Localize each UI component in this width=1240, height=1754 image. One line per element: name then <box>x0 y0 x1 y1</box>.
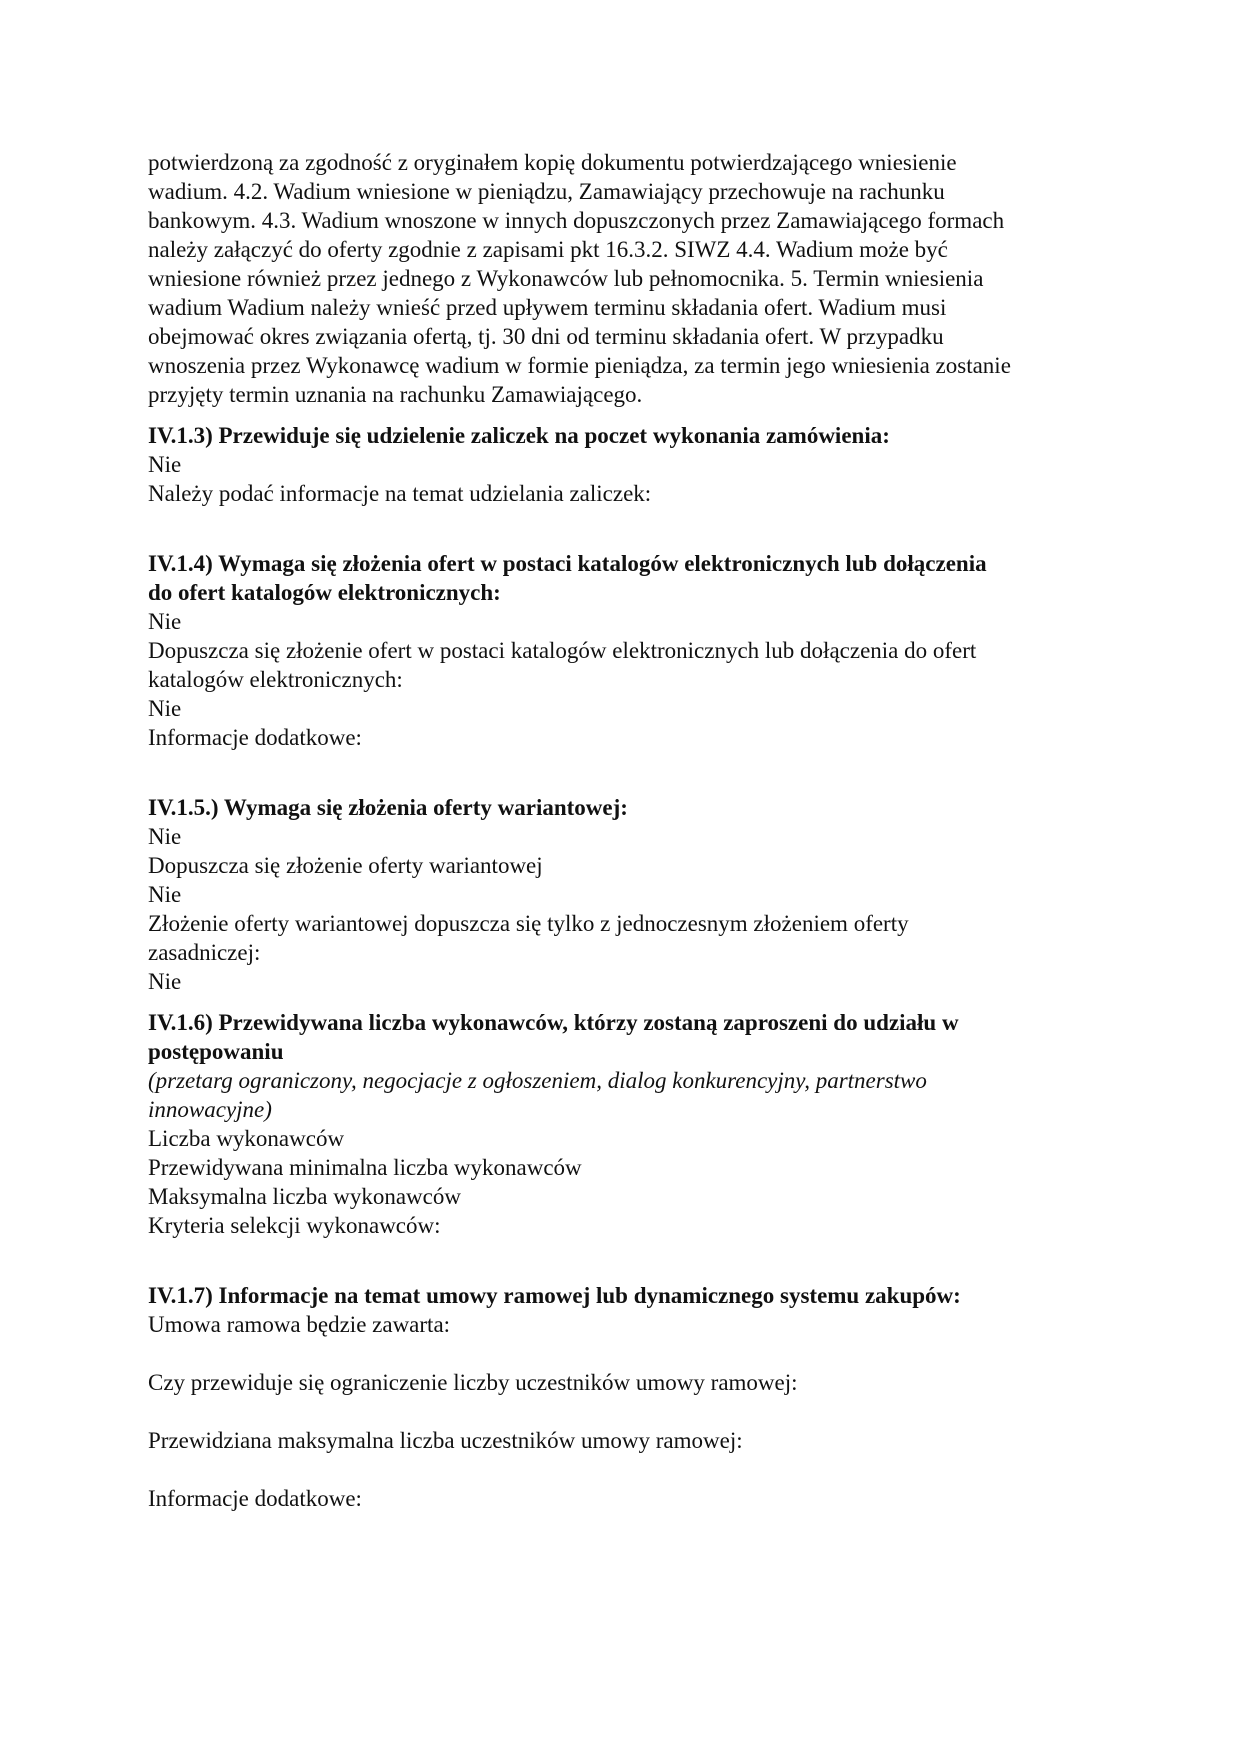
field-label: Należy podać informacje na temat udzielania zaliczek: <box>148 481 652 506</box>
field-label: Kryteria selekcji wykonawców: <box>148 1213 441 1238</box>
section-iv-1-6 <box>148 1008 1108 1240</box>
intro-line: należy załączyć do oferty zgodnie z zapisami pkt 16.3.2. SIWZ 4.4. Wadium może być <box>148 237 948 262</box>
field-label: katalogów elektronicznych: <box>148 667 403 692</box>
answer-value: Nie <box>148 824 182 849</box>
section-heading: IV.1.5.) Wymaga się złożenia oferty wariantowej: <box>148 795 628 820</box>
section-heading: IV.1.7) Informacje na temat umowy ramowej lub dynamicznego systemu zakupów: <box>148 1283 961 1308</box>
intro-line: wadium Wadium należy wnieść przed upływem terminu składania ofert. Wadium musi <box>148 295 947 320</box>
section-iv-1-7 <box>148 1281 1108 1513</box>
field-label: Informacje dodatkowe: <box>148 1486 362 1511</box>
field-label: Informacje dodatkowe: <box>148 725 362 750</box>
intro-line: przyjęty termin uznania na rachunku Zamawiającego. <box>148 382 643 407</box>
document-page <box>148 148 1108 1513</box>
section-heading: IV.1.4) Wymaga się złożenia ofert w postaci katalogów elektronicznych lub dołączenia <box>148 551 987 576</box>
section-heading: do ofert katalogów elektronicznych: <box>148 580 501 605</box>
section-note: innowacyjne) <box>148 1097 272 1122</box>
section-heading: IV.1.3) Przewiduje się udzielenie zaliczek na poczet wykonania zamówienia: <box>148 423 890 448</box>
field-label: Maksymalna liczba wykonawców <box>148 1184 461 1209</box>
field-label: zasadniczej: <box>148 940 261 965</box>
intro-paragraph <box>148 148 1108 409</box>
field-label: Złożenie oferty wariantowej dopuszcza się tylko z jednoczesnym złożeniem oferty <box>148 911 909 936</box>
intro-line: wadium. 4.2. Wadium wniesione w pieniądzu, Zamawiający przechowuje na rachunku <box>148 179 945 204</box>
field-label: Liczba wykonawców <box>148 1126 345 1151</box>
section-note: (przetarg ograniczony, negocjacje z ogłoszeniem, dialog konkurencyjny, partnerstwo <box>148 1068 927 1093</box>
answer-value: Nie <box>148 969 182 994</box>
field-label: Dopuszcza się złożenie ofert w postaci katalogów elektronicznych lub dołączenia do ofert <box>148 638 977 663</box>
intro-line: wniesione również przez jednego z Wykonawców lub pełnomocnika. 5. Termin wniesienia <box>148 266 984 291</box>
field-label: Przewidziana maksymalna liczba uczestników umowy ramowej: <box>148 1428 743 1453</box>
section-iv-1-5 <box>148 793 1108 996</box>
field-label: Umowa ramowa będzie zawarta: <box>148 1312 451 1337</box>
field-label: Dopuszcza się złożenie oferty wariantowej <box>148 853 543 878</box>
section-iv-1-3 <box>148 421 1108 508</box>
answer-value: Nie <box>148 452 182 477</box>
intro-line: potwierdzoną za zgodność z oryginałem kopię dokumentu potwierdzającego wniesienie <box>148 150 957 175</box>
answer-value: Nie <box>148 609 182 634</box>
intro-line: bankowym. 4.3. Wadium wnoszone w innych dopuszczonych przez Zamawiającego formach <box>148 208 1005 233</box>
section-heading: postępowaniu <box>148 1039 284 1064</box>
answer-value: Nie <box>148 696 182 721</box>
section-iv-1-4 <box>148 549 1108 752</box>
answer-value: Nie <box>148 882 182 907</box>
field-label: Czy przewiduje się ograniczenie liczby uczestników umowy ramowej: <box>148 1370 798 1395</box>
intro-line: wnoszenia przez Wykonawcę wadium w formie pieniądza, za termin jego wniesienia zostanie <box>148 353 1011 378</box>
section-heading: IV.1.6) Przewidywana liczba wykonawców, którzy zostaną zaproszeni do udziału w <box>148 1010 959 1035</box>
field-label: Przewidywana minimalna liczba wykonawców <box>148 1155 582 1180</box>
intro-line: obejmować okres związania ofertą, tj. 30 dni od terminu składania ofert. W przypadku <box>148 324 944 349</box>
